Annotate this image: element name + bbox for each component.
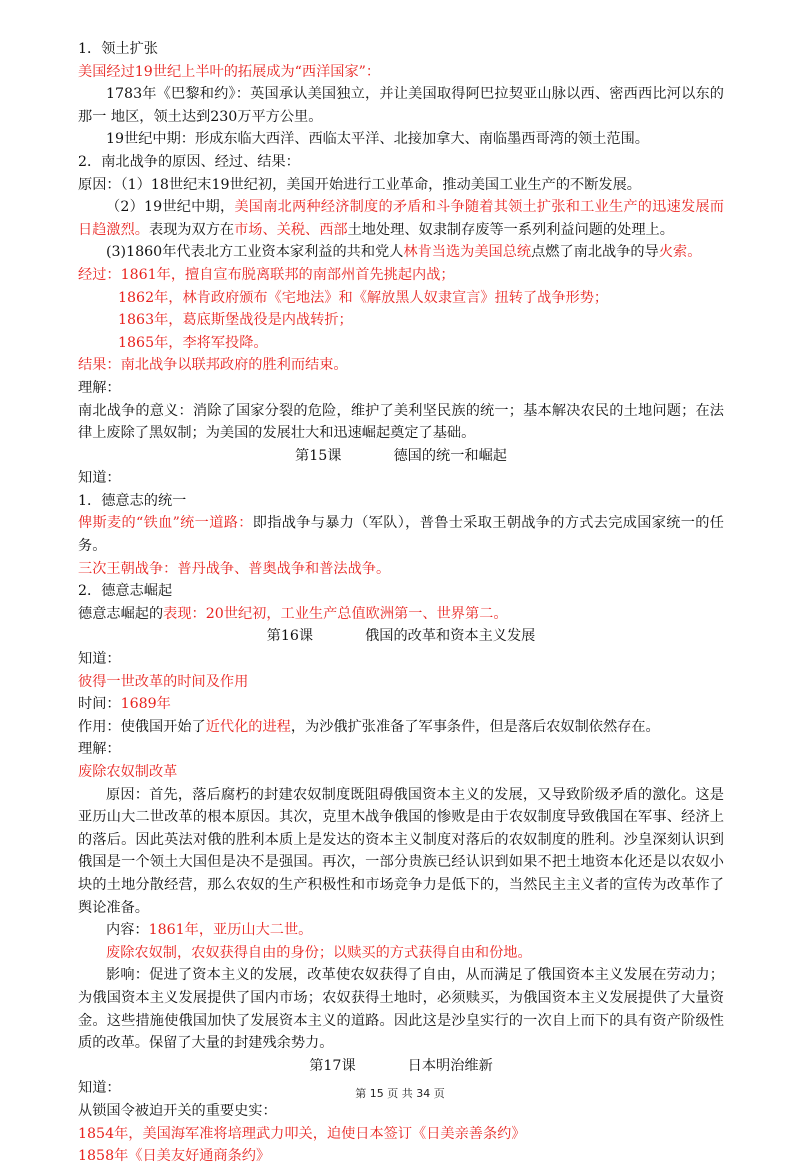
paragraph: 俾斯麦的“铁血”统一道路：即指战争与暴力（军队），普鲁士采取王朝战争的方式去完成国家统一的任务。 — [78, 515, 724, 555]
lesson-heading: 第16课 俄国的改革和资本主义发展 — [266, 628, 536, 645]
label: 知道： — [78, 470, 121, 487]
highlight-line: 废除农奴制，农奴获得自由的身份；以赎买的方式获得自由和份地。 — [106, 944, 532, 961]
section-heading: 1．领土扩张 — [78, 41, 158, 57]
label: 理解： — [78, 741, 121, 758]
section-heading: 2．南北战争的原因、经过、结果： — [78, 153, 300, 170]
paragraph: （2）19世纪中期，美国南北两种经济制度的矛盾和斗争随着其领土扩张和工业生产的迅速发展而日趋激烈。表现为双方在市场、关税、西部土地处理、奴隶制存废等一系列利益问题的处理上。 — [78, 199, 724, 238]
highlight-line: 1854年，美国海军准将培理武力叩关，迫使日本签订《日美亲善条约》 — [78, 1125, 526, 1142]
section-heading: 1．德意志的统一 — [78, 492, 187, 509]
highlight-line: 经过：1861年，擅自宣布脱离联邦的南部州首先挑起内战； — [78, 266, 455, 283]
highlight-line: 彼得一世改革的时间及作用 — [78, 673, 249, 690]
lesson-heading: 第17课 日本明治维新 — [309, 1057, 493, 1074]
section-heading: 2．德意志崛起 — [78, 583, 173, 600]
page-footer: 第 15 页 共 34 页 — [355, 1087, 445, 1100]
paragraph: 19世纪中期：形成东临大西洋、西临太平洋、北接加拿大、南临墨西哥湾的领土范围。 — [106, 131, 649, 148]
paragraph: 作用：使俄国开始了近代化的进程，为沙俄扩张准备了军事条件，但是落后农奴制依然存在。 — [78, 718, 660, 735]
highlight-line: 1858年《日美友好通商条约》 — [78, 1148, 271, 1165]
paragraph: 德意志崛起的表现：20世纪初，工业生产总值欧洲第一、世界第二。 — [78, 605, 508, 622]
highlight-line: 1865年，李将军投降。 — [118, 334, 268, 351]
label: 理解： — [78, 379, 121, 396]
paragraph: 从锁国令被迫开关的重要史实： — [78, 1102, 277, 1119]
paragraph: 影响：促进了资本主义的发展，改革使农奴获得了自由，从而满足了俄国资本主义发展在劳动力；为俄国资本主义发展提供了国内市场；农奴获得土地时，必须赎买，为俄国资本主义发展提供了大量资金。这些措施使俄国加快了发展资本主义的道路。因此这是沙皇实行的一次自上而下的具有资产阶级性质的改革。保留了大量的封建残余势力。 — [78, 967, 724, 1052]
highlight-line: 1862年，林肯政府颁布《宅地法》和《解放黑人奴隶宣言》扭转了战争形势； — [118, 289, 609, 306]
paragraph: 内容：1861年，亚历山大二世。 — [106, 922, 313, 939]
highlight-line: 废除农奴制改革 — [78, 764, 178, 780]
paragraph: 时间：1689年 — [78, 696, 171, 713]
highlight-line: 美国经过19世纪上半叶的拓展成为“西洋国家”： — [78, 63, 381, 80]
highlight-line: 三次王朝战争：普丹战争、普奥战争和普法战争。 — [78, 560, 391, 577]
document-page — [78, 38, 724, 1168]
label: 知道： — [78, 651, 121, 668]
paragraph: 1783年《巴黎和约》：英国承认美国独立，并让美国取得阿巴拉契亚山脉以西、密西西比河以东的那一 地区，领土达到230万平方公里。 — [78, 86, 724, 125]
paragraph: 原因：（1）18世纪末19世纪初，美国开始进行工业革命，推动美国工业生产的不断发展。 — [78, 176, 641, 193]
paragraph: 南北战争的意义：消除了国家分裂的危险，维护了美利坚民族的统一；基本解决农民的土地问题；在法律上废除了黑奴制；为美国的发展壮大和迅速崛起奠定了基础。 — [78, 402, 724, 442]
highlight-line: 结果：南北战争以联邦政府的胜利而结束。 — [78, 357, 348, 374]
label: 知道： — [78, 1080, 121, 1097]
paragraph: 原因：首先，落后腐朽的封建农奴制度既阻碍俄国资本主义的发展，又导致阶级矛盾的激化。这是亚历山大二世改革的根本原因。其次，克里木战争俄国的惨败是由于农奴制度导致俄国在军事、经济上的落后。因此英法对俄的胜利本质上是发达的资本主义制度对落后的农奴制度的胜利。沙皇深刻认识到俄国是一个领土大国但是决不是强国。再次，一部分贵族已经认识到如果不把土地资本化还是以农奴小块的土地分散经营，那么农奴的生产积极性和市场竞争力是低下的，当然民主主义者的宣传为改革作了舆论准备。 — [78, 786, 724, 916]
lesson-heading: 第15课 德国的统一和崛起 — [295, 447, 507, 464]
highlight-line: 1863年，葛底斯堡战役是内战转折； — [118, 312, 353, 329]
paragraph: (3)1860年代表北方工业资本家利益的共和党人林肯当选为美国总统点燃了南北战争的导火索。 — [106, 244, 702, 261]
